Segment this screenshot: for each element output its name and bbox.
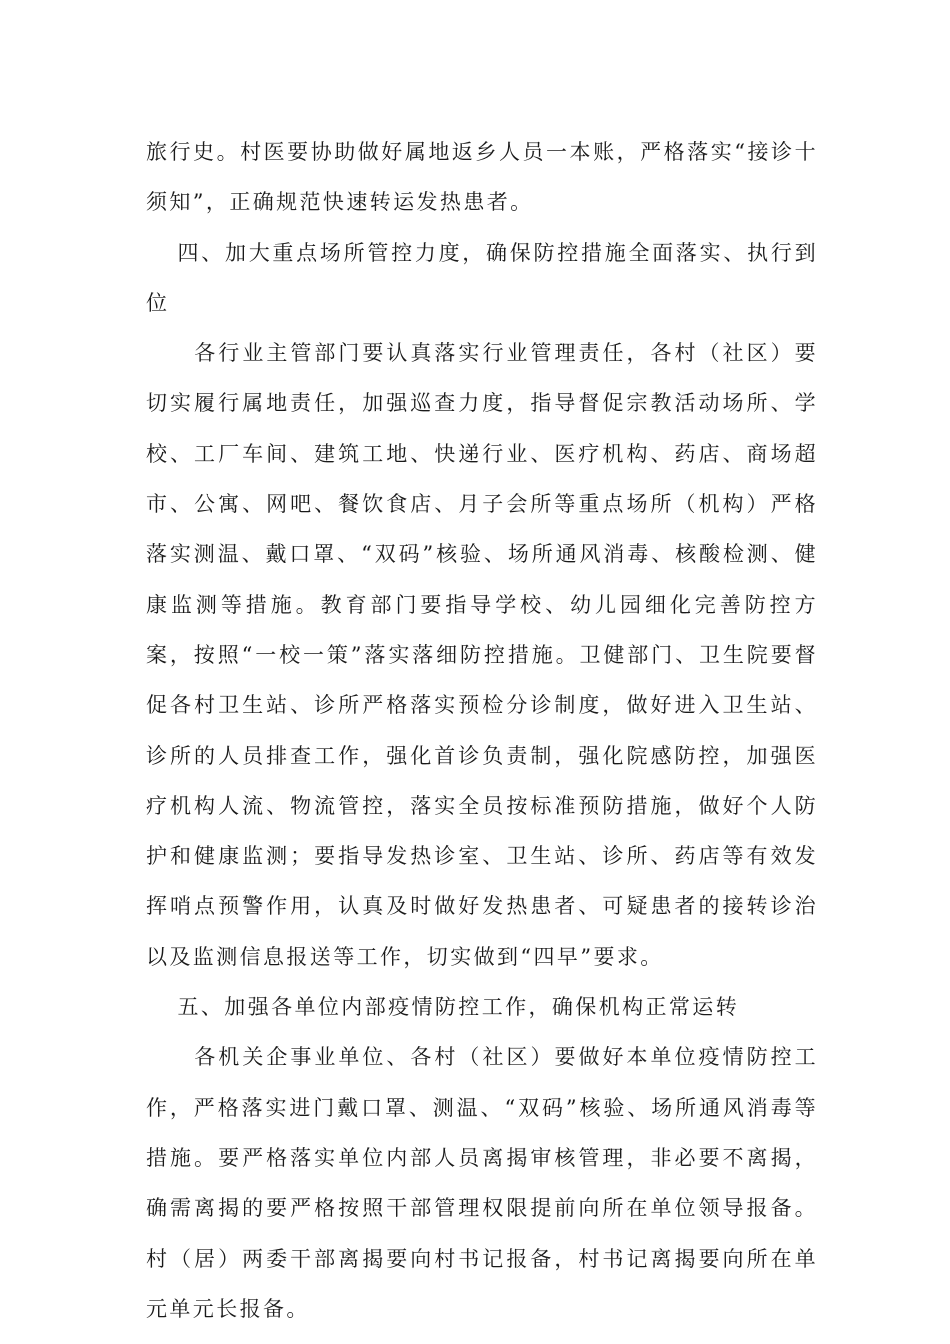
paragraph-continuation: 旅行史。村医要协助做好属地返乡人员一本账，严格落实“接诊十须知”，正确规范快速转运发热患者。 bbox=[146, 140, 818, 215]
paragraph-section-5-body: 各机关企事业单位、各村（社区）要做好本单位疫情防控工作，严格落实进门戴口罩、测温、“双码”核验、场所通风消毒等措施。要严格落实单位内部人员离揭审核管理，非必要不离揭，确需离揭的要严格按照干部管理权限提前向所在单位领导报备。村（居）两委干部离揭要向村书记报备，村书记离揭要向所在单元单元长报备。 bbox=[146, 1045, 818, 1321]
paragraph-section-4-body: 各行业主管部门要认真落实行业管理责任，各村（社区）要切实履行属地责任，加强巡查力度，指导督促宗教活动场所、学校、工厂车间、建筑工地、快递行业、医疗机构、药店、商场超市、公寓、网吧、餐饮食店、月子会所等重点场所（机构）严格落实测温、戴口罩、“双码”核验、场所通风消毒、核酸检测、健康监测等措施。教育部门要指导学校、幼儿园细化完善防控方案，按照“一校一策”落实落细防控措施。卫健部门、卫生院要督促各村卫生站、诊所严格落实预检分诊制度，做好进入卫生站、诊所的人员排查工作，强化首诊负责制，强化院感防控，加强医疗机构人流、物流管控，落实全员按标准预防措施，做好个人防护和健康监测；要指导发热诊室、卫生站、诊所、药店等有效发挥哨点预警作用，认真及时做好发热患者、可疑患者的接转诊治以及监测信息报送等工作，切实做到“四早”要求。 bbox=[146, 341, 818, 969]
section-heading-5: 五、加强各单位内部疫情防控工作，确保机构正常运转 bbox=[177, 995, 740, 1020]
document-body bbox=[146, 127, 818, 1334]
section-heading-4: 四、加大重点场所管控力度，确保防控措施全面落实、执行到位 bbox=[146, 240, 818, 315]
